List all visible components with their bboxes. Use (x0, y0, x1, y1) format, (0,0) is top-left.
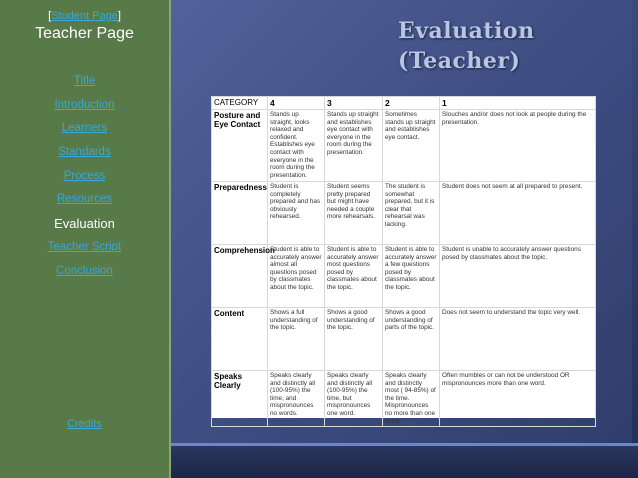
nav-item-title[interactable]: Title (73, 75, 96, 87)
rubric-row-label: Comprehension (212, 245, 268, 308)
sidebar-nav (0, 70, 169, 283)
rubric-cell: Shows a good understanding of parts of the topic. (383, 308, 440, 371)
bracket-close: ] (117, 10, 121, 22)
decorative-right-stripe (632, 0, 638, 446)
nav-item-conclusion[interactable]: Conclusion (56, 264, 113, 277)
student-page-line (0, 10, 169, 22)
header-score-1: 1 (440, 97, 596, 110)
rubric-cell: Shows a full understanding of the topic. (268, 308, 325, 371)
header-category: CATEGORY (212, 97, 268, 110)
rubric-row-label: Preparedness (212, 182, 268, 245)
page-title (398, 16, 535, 76)
rubric-cell: Stands up straight and establishes eye contact with everyone in the room during the presentation. (325, 110, 383, 182)
nav-item-evaluation: Evaluation (54, 216, 115, 232)
rubric-cell: Student seems pretty prepared but might have needed a couple more rehearsals. (325, 182, 383, 245)
nav-item-learners[interactable]: Learners (61, 122, 108, 135)
nav-item-resources[interactable]: Resources (57, 193, 112, 206)
rubric-row-label: Speaks Clearly (212, 371, 268, 427)
rubric-row-label: Content (212, 308, 268, 371)
rubric-table (211, 96, 596, 427)
decorative-bottom-band (171, 446, 638, 478)
sidebar-header (0, 10, 169, 43)
nav-item-teacher-script[interactable]: Teacher Script (47, 240, 122, 253)
header-score-4: 4 (268, 97, 325, 110)
rubric-cell: Student is unable to accurately answer questions posed by classmates about the topic. (440, 245, 596, 308)
rubric-cell: Speaks clearly and distinctly all (100-95%) the time, and mispronounces no words. (268, 371, 325, 427)
rubric-cell: Often mumbles or can not be understood OR mispronounces more than one word. (440, 371, 596, 427)
page-title-line1: Evaluation (398, 18, 535, 44)
header-score-3: 3 (325, 97, 383, 110)
rubric-cell: Slouches and/or does not look at people during the presentation. (440, 110, 596, 182)
rubric-cell: Student is able to accurately answer a few questions posed by classmates about the topic. (383, 245, 440, 308)
rubric-row (212, 245, 596, 308)
rubric-cell: Student is completely prepared and has obviously rehearsed. (268, 182, 325, 245)
rubric-cell: Shows a good understanding of the topic. (325, 308, 383, 371)
rubric-cell: Speaks clearly and distinctly all (100-95%) the time, but mispronounces one word. (325, 371, 383, 427)
rubric-row-label: Posture and Eye Contact (212, 110, 268, 182)
rubric-cell: Student is able to accurately answer almost all questions posed by classmates about the topic. (268, 245, 325, 308)
sidebar-title: Teacher Page (35, 25, 134, 42)
page-title-line2: (Teacher) (398, 48, 521, 74)
rubric-cell: Does not seem to understand the topic very well. (440, 308, 596, 371)
rubric-cell: The student is somewhat prepared, but it is clear that rehearsal was lacking. (383, 182, 440, 245)
rubric-cell: Stands up straight, looks relaxed and confident. Establishes eye contact with everyone in the room during the presentation. (268, 110, 325, 182)
nav-item-process[interactable]: Process (63, 169, 106, 182)
nav-item-standards[interactable]: Standards (58, 146, 111, 159)
student-page-link[interactable]: Student Page (51, 10, 118, 22)
sidebar (0, 0, 171, 478)
rubric-cell: Speaks clearly and distinctly most ( 94-85%) of the time. Mispronounces no more than one word. (383, 371, 440, 427)
rubric-row (212, 110, 596, 182)
rubric-table-container (211, 96, 595, 425)
credits-link[interactable]: Credits (67, 418, 102, 430)
rubric-cell: Student does not seem at all prepared to present. (440, 182, 596, 245)
rubric-row (212, 182, 596, 245)
rubric-header-row (212, 97, 596, 110)
rubric-row (212, 308, 596, 371)
rubric-cell: Sometimes stands up straight and establishes eye contact. (383, 110, 440, 182)
header-score-2: 2 (383, 97, 440, 110)
rubric-row (212, 371, 596, 427)
rubric-cell: Student is able to accurately answer most questions posed by classmates about the topic. (325, 245, 383, 308)
bracket-open: [ (48, 10, 52, 22)
nav-item-introduction[interactable]: Introduction (54, 98, 115, 111)
